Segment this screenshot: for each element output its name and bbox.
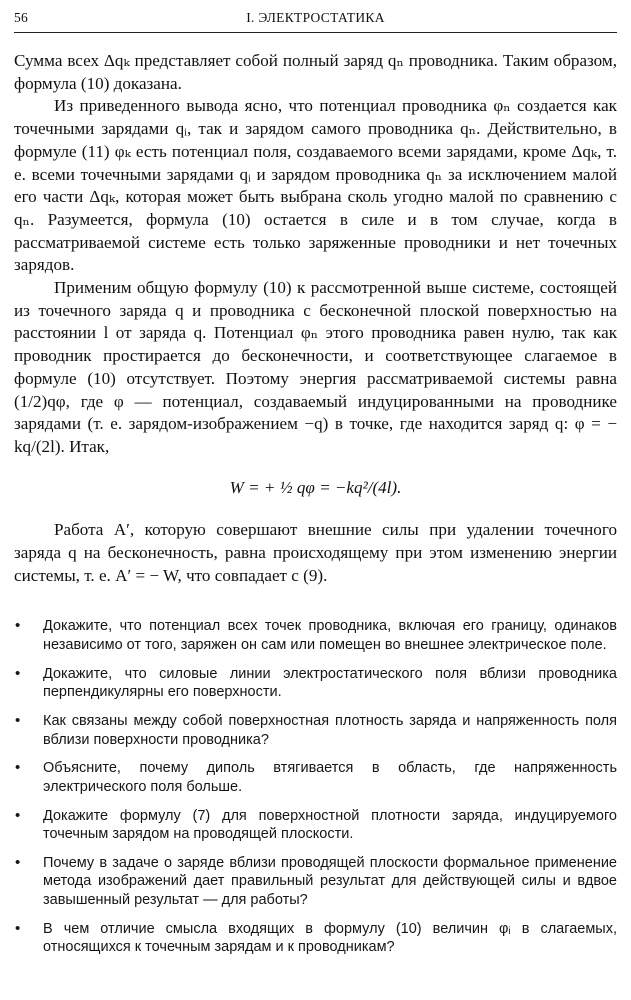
bullet-icon: • [15,759,21,777]
question-item [14,759,617,796]
question-text: В чем отличие смысла входящих в формулу (10) величин φᵢ в слагаемых, относящихся к точечным зарядам и к проводникам? [43,920,617,956]
bullet-icon: • [15,854,21,872]
question-text: Докажите, что потенциал всех точек проводника, включая его границу, одинаков независимо от того, заряжен он сам или помещен во внешнее электрическое поле. [43,618,617,653]
review-questions [14,617,617,956]
bullet-icon: • [15,919,21,937]
book-page [14,8,617,967]
question-text: Как связаны между собой поверхностная плотность заряда и напряженность поля вблизи поверхности проводника? [43,713,617,748]
question-item [14,712,617,749]
energy-formula: W = + ½ qφ = −kq²/(4l). [229,477,402,497]
chapter-title: I. ЭЛЕКТРОСТАТИКА [246,10,385,25]
bullet-icon: • [15,806,21,824]
paragraph-sum-of-charges: Сумма всех Δqₖ представляет собой полный заряд qₙ проводника. Таким образом, формула (10) доказана. [14,51,617,93]
question-text: Докажите, что силовые линии электростатического поля вблизи проводника перпендикулярны его поверхности. [43,665,617,701]
question-item [14,617,617,654]
bullet-icon: • [15,712,21,730]
question-text: Докажите формулу (7) для поверхностной плотности заряда, индуцируемого точечным зарядом на проводящей плоскости. [43,807,617,843]
bullet-icon: • [15,617,21,635]
question-item [14,920,617,957]
bullet-icon: • [15,664,21,682]
page-number: 56 [14,10,29,25]
paragraph-conductor-potential: Из приведенного вывода ясно, что потенциал проводника φₙ создается как точечными зарядами qᵢ, так и зарядом самого проводника qₙ. Действительно, в формуле (11) φₖ есть потенциал поля, создаваемого всеми зарядами, кроме Δqₖ, т. е. всеми точечными зарядами qᵢ и зарядом проводника qₙ за исключением малой его части Δqₖ, которая может быть выбрана сколь угодно малой по сравнению с qₙ. Разумеется, формула (10) остается в силе и в том случае, когда в рассматриваемой системе есть только заряженные проводники и нет точечных зарядов. [14,96,617,275]
paragraph-work: Работа A′, которую совершают внешние силы при удалении точечного заряда q на бесконечность, равна происходящему при этом изменению энергии системы, т. е. A′ = − W, что совпадает с (9). [14,520,617,585]
question-item [14,807,617,844]
body-text [14,50,617,587]
question-text: Почему в задаче о заряде вблизи проводящей плоскости формальное применение метода изображений дает правильный результат для действующей силы и вдвое завышенный результат — для работы? [43,855,617,908]
running-head [14,8,617,33]
question-item [14,665,617,702]
question-text: Объясните, почему диполь втягивается в область, где напряженность электрического поля больше. [43,760,617,795]
question-item [14,854,617,909]
paragraph-system-energy: Применим общую формулу (10) к рассмотренной выше системе, состоящей из точечного заряда q и проводника с бесконечной плоской поверхностью на расстоянии l от заряда q. Потенциал φₙ этого проводника равен нулю, так как проводник простирается до бесконечности, и соответствующее слагаемое в формуле (10) отсутствует. Поэтому энергия рассматриваемой системы равна (1/2)qφ, где φ — потенциал, создаваемый индуцированными на проводнике зарядами (т. е. зарядом-изображением −q) в точке, где находится заряд q: φ = − kq/(2l). Итак, [14,278,617,456]
